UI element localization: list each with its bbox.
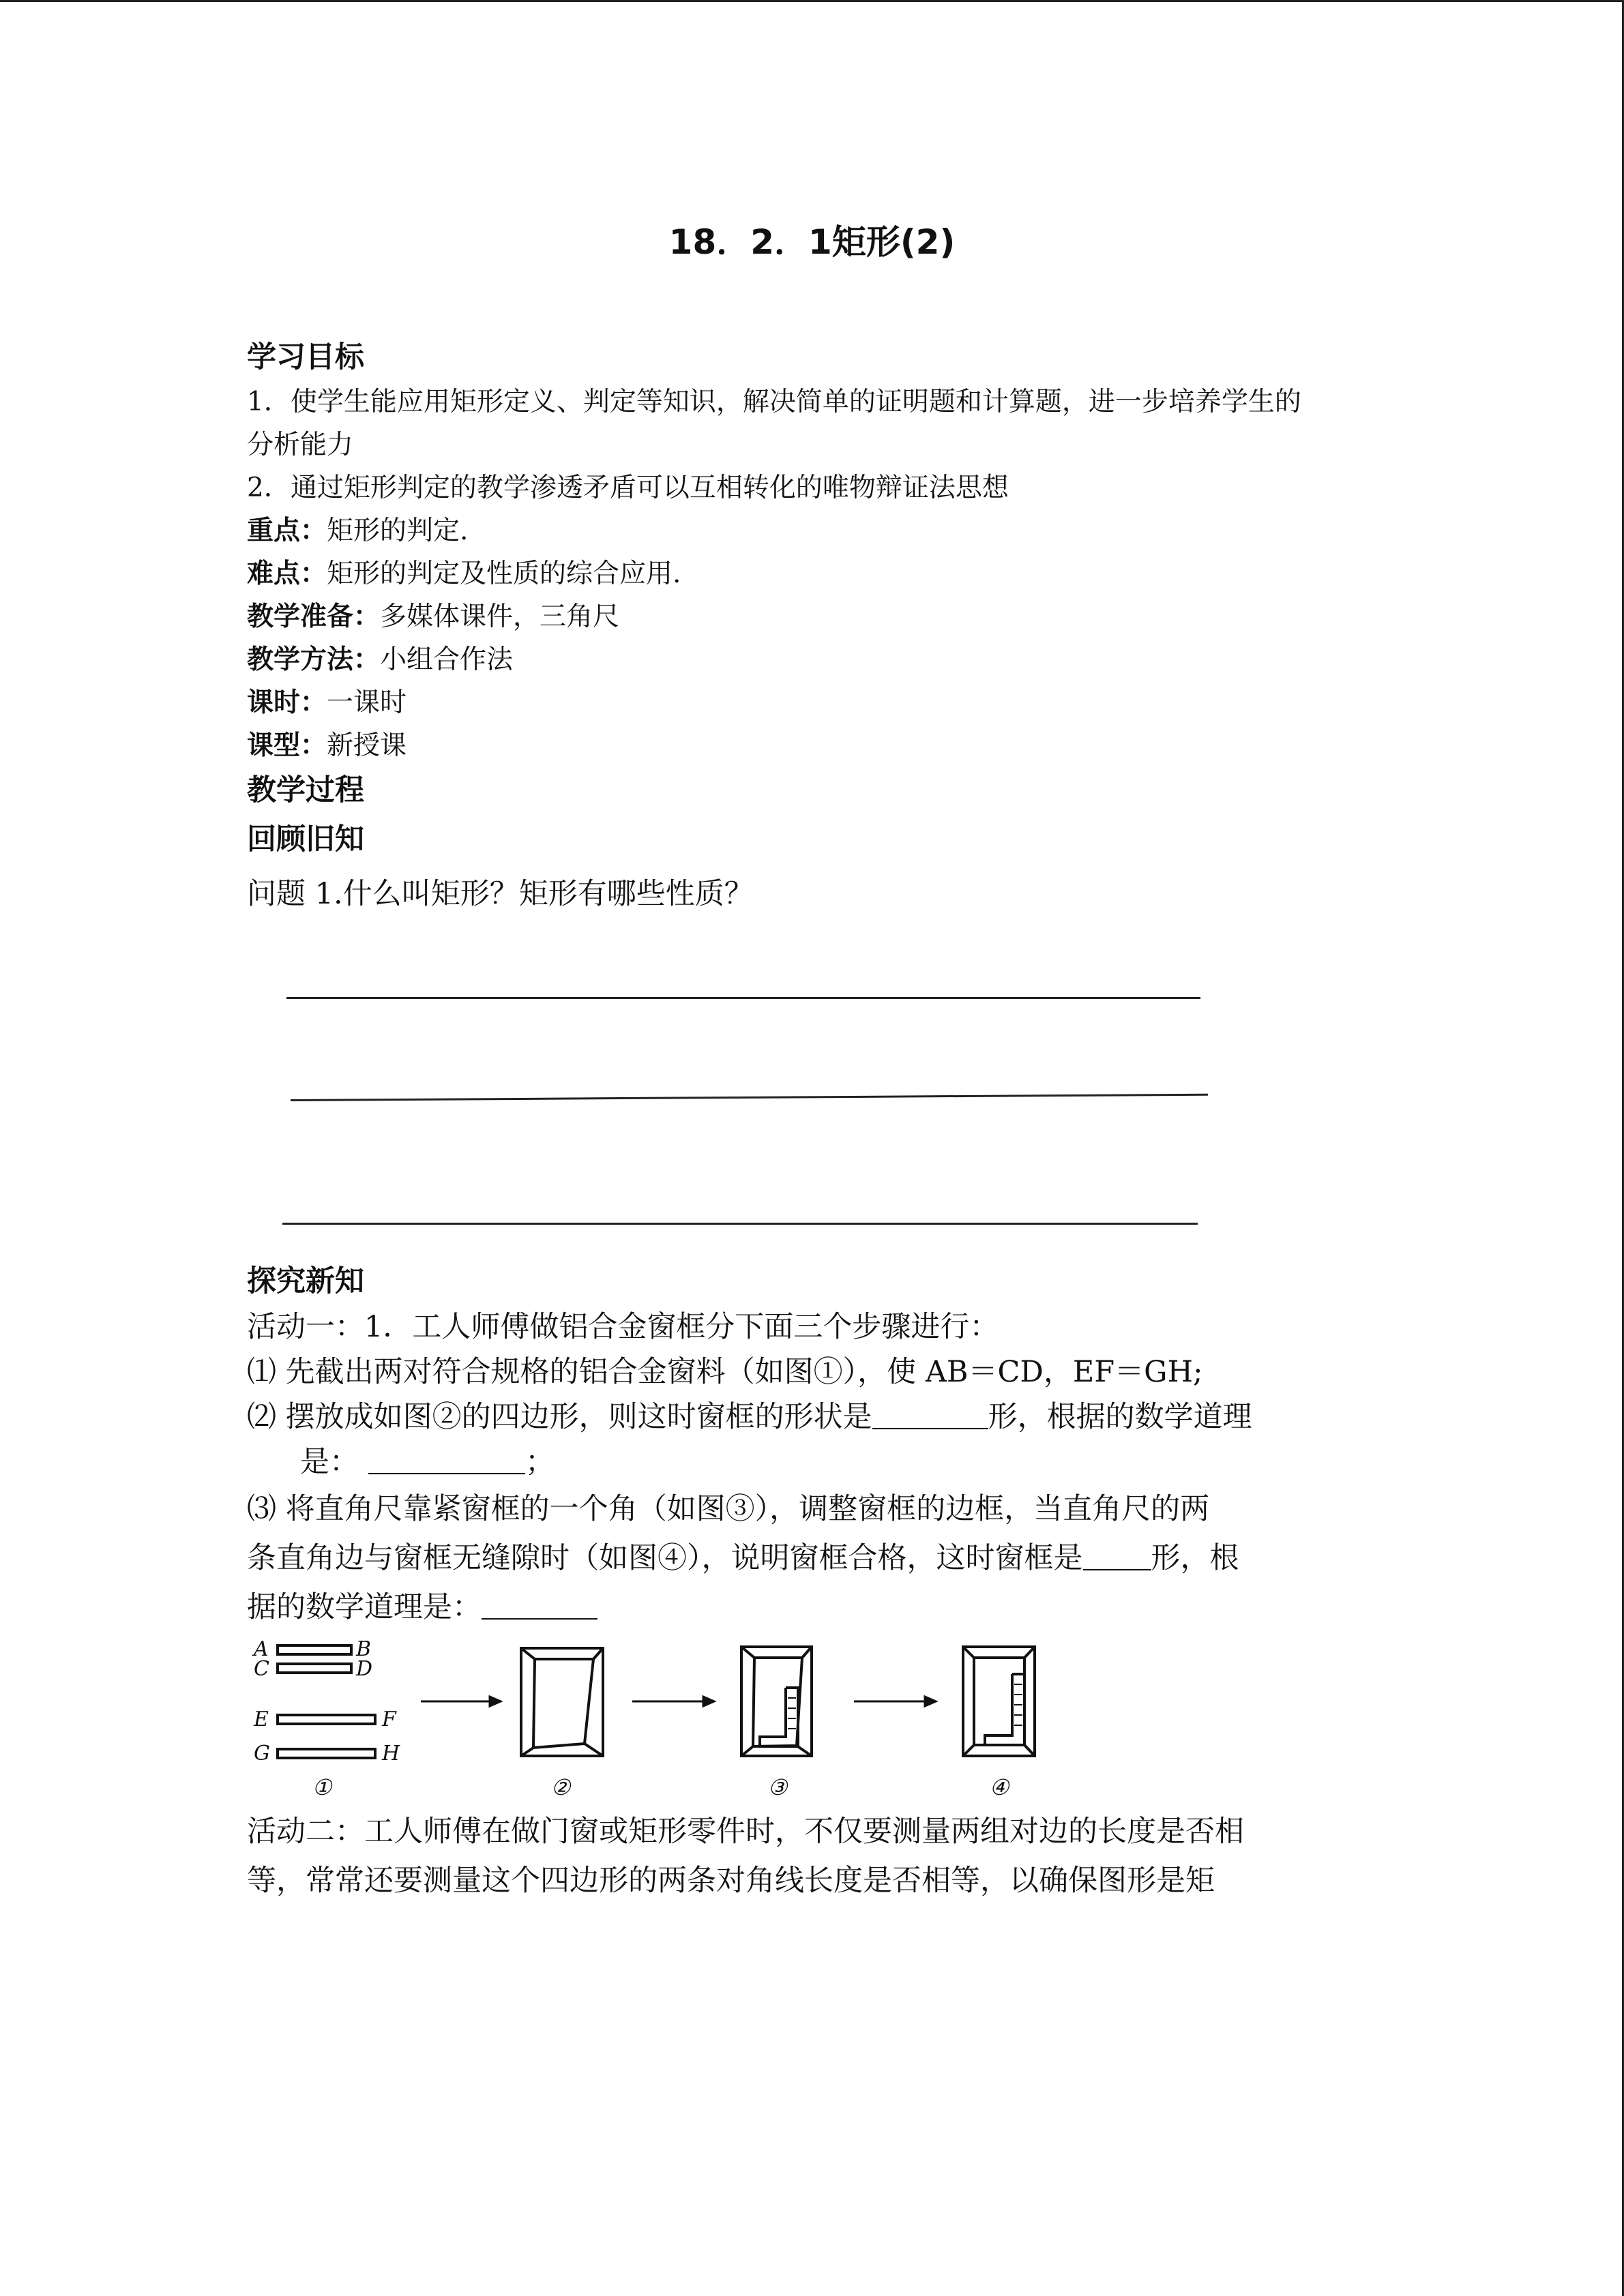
label-e: E (254, 1708, 269, 1731)
key-point-label: 重点： (247, 516, 327, 546)
bar-ef (278, 1715, 375, 1724)
answer-line-1 (286, 997, 1200, 999)
step-1: ⑴ 先截出两对符合规格的铝合金窗料（如图①），使 AB＝CD，EF＝GH; (247, 1355, 1203, 1389)
key-point (247, 509, 1393, 552)
teaching-prep-text: 多媒体课件，三角尺 (380, 601, 620, 632)
lesson-type-label: 课型： (247, 730, 327, 761)
caption-2: ② (550, 1774, 571, 1800)
teaching-prep (247, 595, 1393, 638)
frame-2-inner (533, 1659, 593, 1748)
answer-blank-shape (872, 1398, 988, 1429)
document-body (247, 334, 1393, 919)
bar-ab (278, 1645, 351, 1654)
step-2-text-b: 形，根据的数学道理 (988, 1400, 1252, 1434)
answer-blank-shape-2 (1083, 1539, 1151, 1570)
step-2-text-c: 是： (300, 1445, 359, 1479)
step-2 (247, 1395, 1393, 1440)
answer-blank-reason (368, 1443, 525, 1474)
objective-item-2: 2．通过矩形判定的教学渗透矛盾可以互相转化的唯物辩证法思想 (247, 473, 1009, 503)
page-border-top (0, 0, 1624, 2)
label-c: C (254, 1657, 269, 1681)
class-hours-label: 课时： (247, 687, 327, 718)
label-a: A (254, 1637, 269, 1661)
explore-heading: 探究新知 (247, 1264, 364, 1298)
label-h: H (382, 1742, 400, 1765)
key-point-text: 矩形的判定. (327, 516, 469, 546)
answer-line-2 (291, 1094, 1208, 1101)
label-f: F (382, 1708, 396, 1731)
process-heading: 教学过程 (247, 773, 364, 807)
activity-2 (247, 1807, 1393, 1905)
review-question: 问题 1.什么叫矩形？矩形有哪些性质？ (247, 877, 754, 911)
label-g: G (254, 1742, 270, 1765)
objectives-heading: 学习目标 (247, 340, 364, 374)
class-hours-text: 一课时 (327, 687, 407, 718)
class-hours (247, 681, 1393, 724)
difficult-point-label: 难点： (247, 558, 327, 589)
difficult-point (247, 552, 1393, 595)
step-2-cont (247, 1440, 1393, 1485)
objective-item-1: 1．使学生能应用矩形定义、判定等知识，解决简单的证明题和计算题，进一步培养学生的 (247, 387, 1301, 417)
label-d: D (356, 1657, 373, 1681)
explore-section (247, 1258, 1393, 1632)
teaching-method (247, 638, 1393, 681)
difficult-point-text: 矩形的判定及性质的综合应用. (327, 558, 681, 589)
step-3-line-2 (247, 1534, 1393, 1583)
step-3-line-3 (247, 1583, 1393, 1632)
frame-4-inner (974, 1658, 1024, 1745)
page-title: 18．2．1矩形(2) (668, 222, 956, 262)
lesson-type-text: 新授课 (327, 730, 407, 761)
lesson-type (247, 724, 1393, 767)
bar-gh (278, 1749, 375, 1758)
step-3-text-d: 据的数学道理是： (247, 1590, 482, 1624)
set-square-3 (760, 1688, 798, 1746)
step-2-text-d: ； (525, 1445, 555, 1479)
teaching-method-text: 小组合作法 (380, 644, 514, 675)
step-2-text-a: ⑵ 摆放成如图②的四边形，则这时窗框的形状是 (247, 1400, 872, 1434)
answer-blank-reason-2 (482, 1588, 597, 1620)
activity-2-line-1: 活动二：工人师傅在做门窗或矩形零件时，不仅要测量两组对边的长度是否相 (247, 1815, 1244, 1849)
caption-3: ③ (767, 1774, 788, 1800)
window-frame-figure (247, 1633, 1065, 1813)
caption-4: ④ (989, 1774, 1009, 1800)
figure-svg (247, 1633, 1065, 1810)
activity-1-intro: 活动一：1．工人师傅做铝合金窗框分下面三个步骤进行： (247, 1310, 999, 1344)
activity-2-line-2: 等，常常还要测量这个四边形的两条对角线长度是否相等，以确保图形是矩 (247, 1864, 1215, 1898)
review-heading: 回顾旧知 (247, 822, 364, 856)
step-3-text-b: 条直角边与窗框无缝隙时（如图④），说明窗框合格，这时窗框是 (247, 1541, 1083, 1575)
answer-line-3 (282, 1223, 1198, 1225)
step-3: ⑶ 将直角尺靠紧窗框的一个角（如图③），调整窗框的边框，当直角尺的两 (247, 1492, 1210, 1526)
objective-item-1-cont: 分析能力 (247, 430, 354, 460)
teaching-prep-label: 教学准备： (247, 601, 381, 632)
frame-3-inner (753, 1658, 802, 1746)
step-3-text-c: 形，根 (1151, 1541, 1239, 1575)
caption-1: ① (312, 1774, 332, 1800)
bar-cd (278, 1664, 351, 1673)
label-b: B (356, 1637, 372, 1661)
teaching-method-label: 教学方法： (247, 644, 381, 675)
